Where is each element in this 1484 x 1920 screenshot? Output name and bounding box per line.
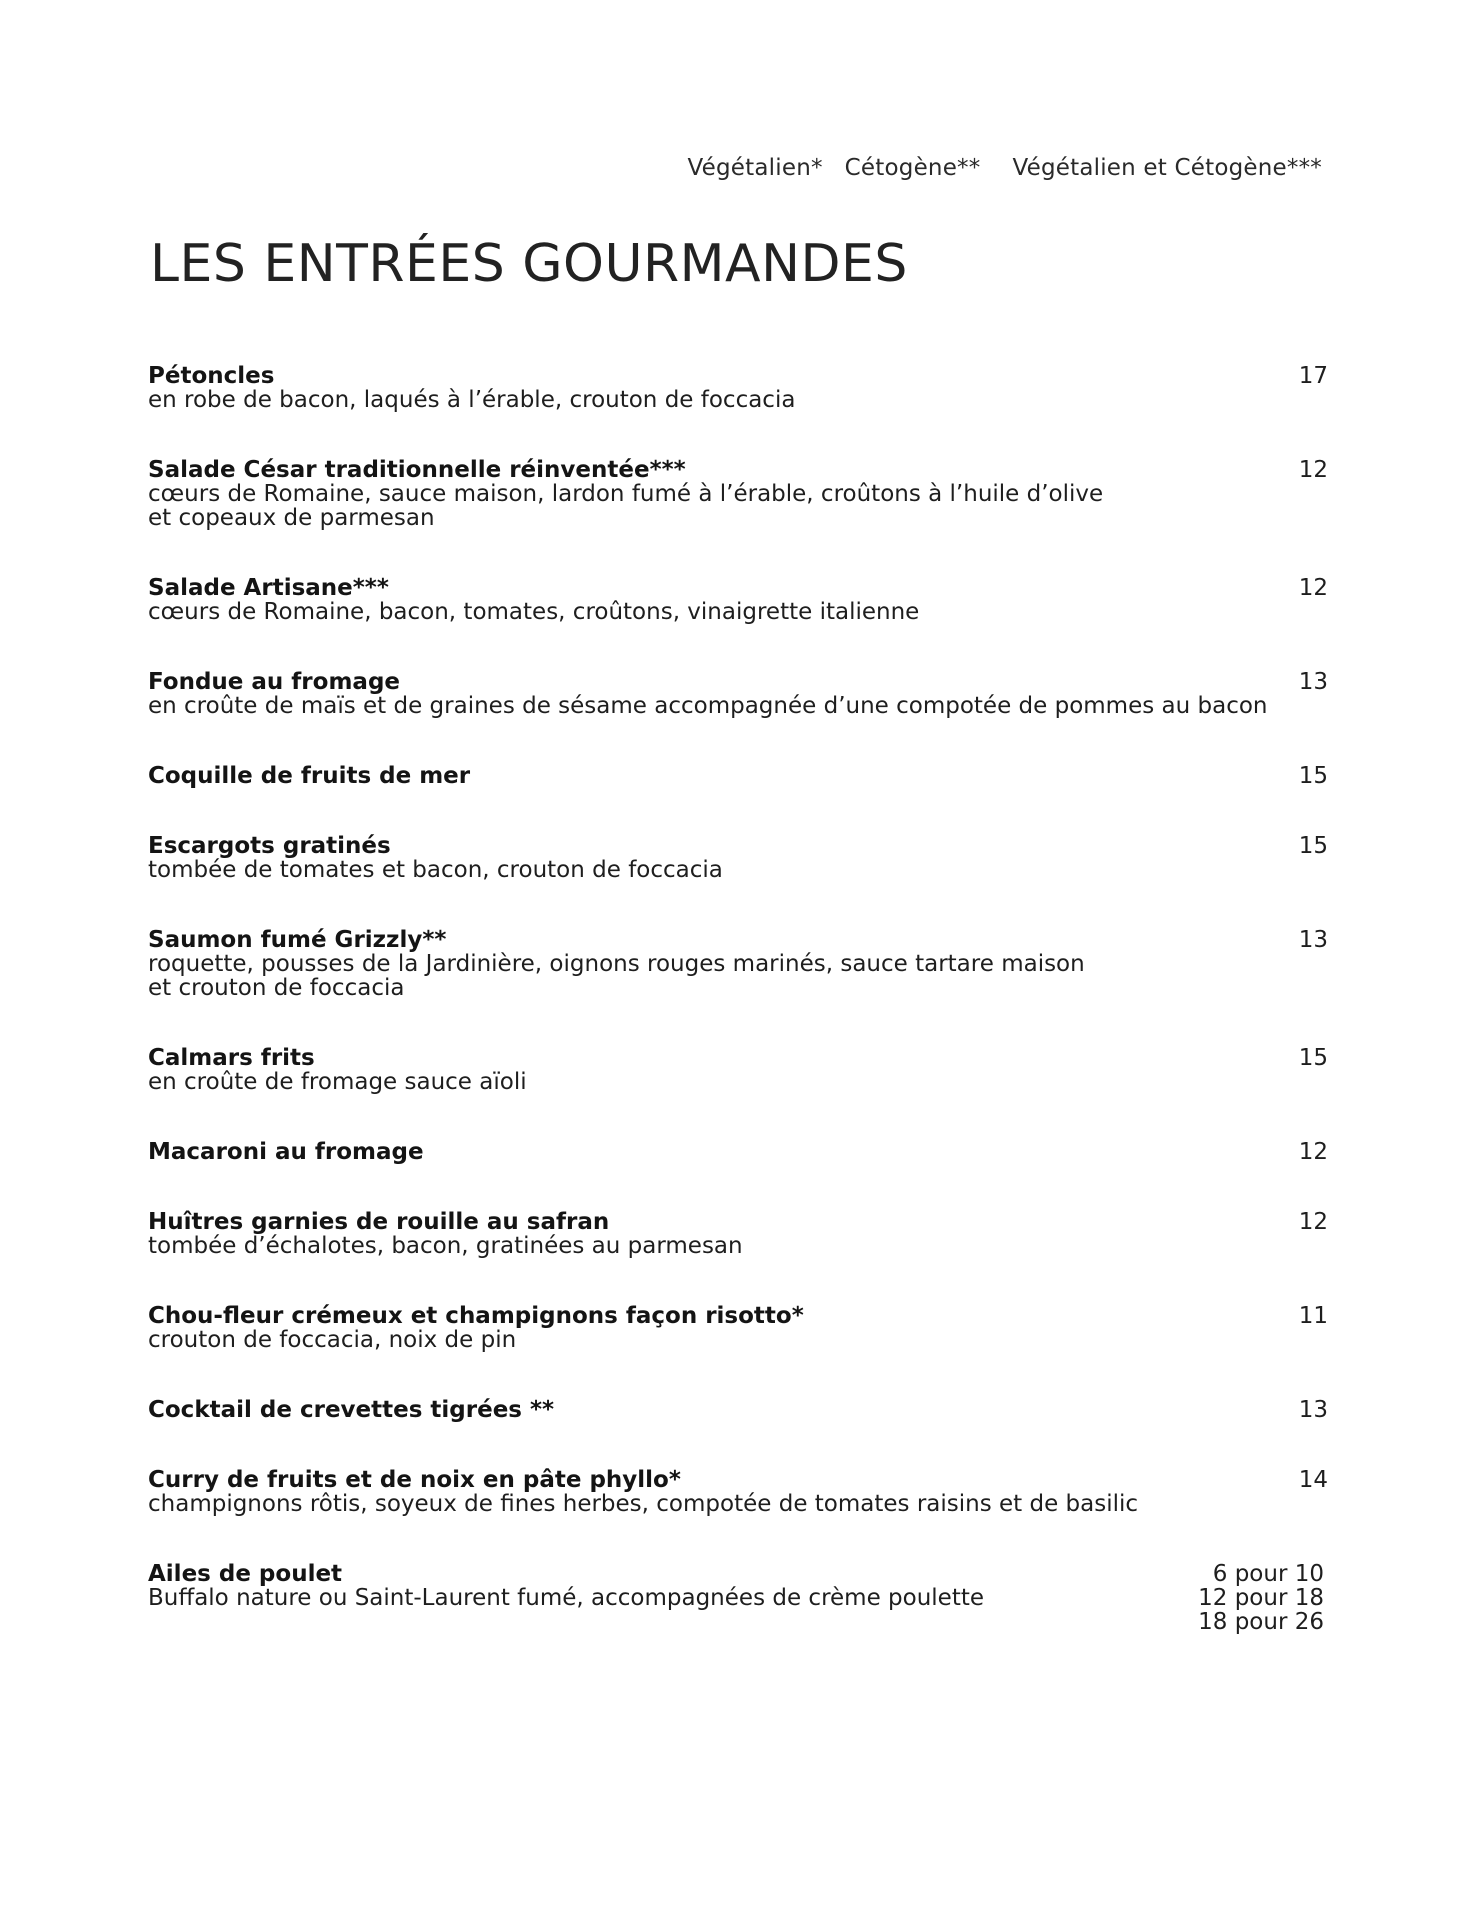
item-price: 13 bbox=[1298, 669, 1328, 695]
item-price: 15 bbox=[1298, 1045, 1328, 1071]
item-price: 11 bbox=[1298, 1303, 1328, 1329]
item-name: Ailes de poulet bbox=[148, 1561, 343, 1587]
item-description: cœurs de Romaine, bacon, tomates, croûtons, vinaigrette italienne bbox=[148, 599, 920, 625]
item-description-line: cœurs de Romaine, sauce maison, lardon fumé à l’érable, croûtons à l’huile d’olive bbox=[148, 481, 1104, 507]
menu-item bbox=[148, 1046, 1328, 1094]
item-description: tombée de tomates et bacon, crouton de foccacia bbox=[148, 857, 723, 883]
item-name: Cocktail de crevettes tigrées ** bbox=[148, 1397, 555, 1423]
item-price: 13 bbox=[1298, 927, 1328, 953]
item-name: Chou-fleur crémeux et champignons façon risotto* bbox=[148, 1303, 804, 1329]
item-name: Curry de fruits et de noix en pâte phyllo* bbox=[148, 1467, 681, 1493]
item-description-line: roquette, pousses de la Jardinière, oignons rouges marinés, sauce tartare maison bbox=[148, 951, 1085, 977]
item-description: en robe de bacon, laqués à l’érable, crouton de foccacia bbox=[148, 387, 796, 413]
legend-vegan-keto: Végétalien et Cétogène*** bbox=[1012, 155, 1322, 181]
item-price: 14 bbox=[1298, 1467, 1328, 1493]
menu-item bbox=[148, 1398, 1328, 1422]
legend-vegan: Végétalien* bbox=[687, 155, 823, 181]
item-price: 17 bbox=[1298, 363, 1328, 389]
item-price: 12 bbox=[1298, 1209, 1328, 1235]
item-description: tombée d’échalotes, bacon, gratinées au parmesan bbox=[148, 1233, 743, 1259]
item-price: 15 bbox=[1298, 833, 1328, 859]
item-name: Salade César traditionnelle réinventée*** bbox=[148, 457, 686, 483]
menu-item bbox=[148, 458, 1328, 530]
item-description: en croûte de fromage sauce aïoli bbox=[148, 1069, 527, 1095]
menu-item bbox=[148, 928, 1328, 1000]
menu-item bbox=[148, 1140, 1328, 1164]
menu-item bbox=[148, 1210, 1328, 1258]
item-description-line: et crouton de foccacia bbox=[148, 975, 405, 1001]
menu-list bbox=[148, 363, 1328, 1635]
item-name: Escargots gratinés bbox=[148, 833, 391, 859]
item-description: Buffalo nature ou Saint-Laurent fumé, accompagnées de crème poulette bbox=[148, 1585, 985, 1611]
item-name: Coquille de fruits de mer bbox=[148, 763, 471, 789]
item-price: 12 pour 18 bbox=[1198, 1585, 1324, 1611]
item-price: 12 bbox=[1298, 1139, 1328, 1165]
item-name: Calmars frits bbox=[148, 1045, 315, 1071]
menu-item bbox=[148, 1468, 1328, 1516]
item-description: crouton de foccacia, noix de pin bbox=[148, 1327, 517, 1353]
item-name: Huîtres garnies de rouille au safran bbox=[148, 1209, 610, 1235]
item-price: 12 bbox=[1298, 457, 1328, 483]
menu-item bbox=[148, 834, 1328, 882]
item-price-list bbox=[1198, 1562, 1324, 1634]
menu-item bbox=[148, 764, 1328, 788]
item-description-line: et copeaux de parmesan bbox=[148, 505, 435, 531]
item-name: Saumon fumé Grizzly** bbox=[148, 927, 447, 953]
item-name: Fondue au fromage bbox=[148, 669, 401, 695]
menu-item bbox=[148, 364, 1328, 412]
item-price: 13 bbox=[1298, 1397, 1328, 1423]
menu-item bbox=[148, 670, 1328, 718]
item-name: Macaroni au fromage bbox=[148, 1139, 424, 1165]
item-price: 18 pour 26 bbox=[1198, 1609, 1324, 1635]
page-title: LES ENTRÉES GOURMANDES bbox=[150, 234, 908, 294]
item-name: Salade Artisane*** bbox=[148, 575, 389, 601]
diet-legend bbox=[688, 155, 1323, 181]
item-description: en croûte de maïs et de graines de sésame accompagnée d’une compotée de pommes au bacon bbox=[148, 693, 1268, 719]
menu-item bbox=[148, 1304, 1328, 1352]
item-price: 6 pour 10 bbox=[1212, 1561, 1324, 1587]
item-price: 12 bbox=[1298, 575, 1328, 601]
item-name: Pétoncles bbox=[148, 363, 275, 389]
menu-item bbox=[148, 1561, 1328, 1635]
item-description: champignons rôtis, soyeux de fines herbes, compotée de tomates raisins et de basilic bbox=[148, 1491, 1139, 1517]
menu-item bbox=[148, 576, 1328, 624]
legend-keto: Cétogène** bbox=[844, 155, 981, 181]
item-price: 15 bbox=[1298, 763, 1328, 789]
